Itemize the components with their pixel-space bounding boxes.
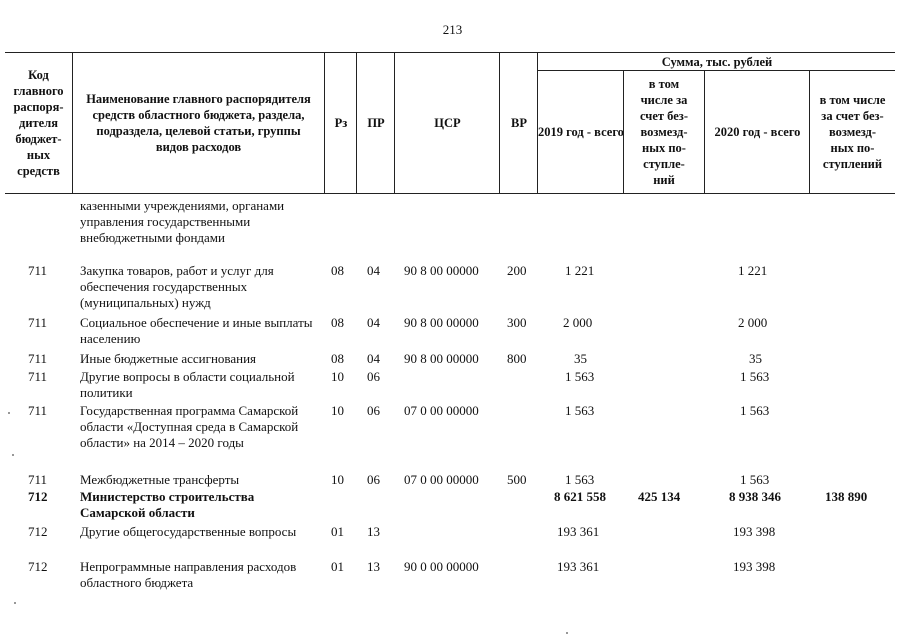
header-rz: Рз: [324, 53, 357, 193]
row-2019-total: 1 563: [565, 403, 595, 418]
row-csr: 90 8 00 00000: [404, 263, 479, 278]
header-code: Код главного распоря-дителя бюджет-ных средств: [13, 68, 64, 178]
row-name: Межбюджетные трансферты: [80, 472, 240, 487]
scan-speck: [14, 602, 16, 604]
row-csr: 90 8 00 00000: [404, 351, 479, 366]
row-code: 712: [28, 524, 48, 539]
header-pr: ПР: [356, 53, 395, 193]
row-vr: 300: [507, 315, 527, 330]
row-vr: 500: [507, 472, 527, 487]
header-csr: ЦСР: [394, 53, 500, 193]
row-csr: 07 0 00 00000: [404, 472, 479, 487]
row-2020-total: 1 563: [740, 403, 770, 418]
row-pr: 04: [367, 351, 380, 366]
page-number: 213: [442, 22, 463, 37]
row-2020-total: 193 398: [733, 524, 776, 539]
row-rz: 08: [331, 263, 344, 278]
row-2019-total: 193 361: [557, 559, 600, 574]
row-csr: 90 8 00 00000: [404, 315, 479, 330]
row-pr: 13: [367, 524, 380, 539]
row-2019-total: 1 563: [565, 369, 595, 384]
row-rz: 08: [331, 315, 344, 330]
scan-speck: [566, 632, 568, 634]
row-csr: 90 0 00 00000: [404, 559, 479, 574]
row-2020-total: 8 938 346: [729, 489, 781, 504]
row-2020-free: 138 890: [825, 489, 868, 504]
header-2019-total: 2019 год - всего: [537, 71, 624, 193]
row-code: 711: [28, 403, 48, 418]
row-code: 711: [28, 351, 48, 366]
row-name: Министерство строительства Самарской области: [80, 489, 255, 520]
scan-speck: [8, 412, 10, 414]
row-pr: 13: [367, 559, 380, 574]
header-sum-group: Сумма, тыс. рублей: [537, 53, 896, 70]
row-2019-total: 35: [574, 351, 587, 366]
row-name: Социальное обеспечение и иные выплаты населению: [80, 315, 313, 346]
row-2019-total: 1 563: [565, 472, 595, 487]
row-vr: 800: [507, 351, 527, 366]
row-2020-total: 1 563: [740, 369, 770, 384]
row-pr: 06: [367, 403, 380, 418]
row-vr: 200: [507, 263, 527, 278]
row-pr: 04: [367, 315, 380, 330]
row-code: 711: [28, 315, 48, 330]
header-2019-free: в том числе за счет без-возмезд-ных по-ступле-ний: [623, 71, 704, 193]
row-rz: 10: [331, 369, 344, 384]
row-pr: 04: [367, 263, 380, 278]
row-2020-total: 1 563: [740, 472, 770, 487]
row-2019-total: 2 000: [563, 315, 593, 330]
row-name: Другие общегосударственные вопросы: [80, 524, 297, 539]
header-bottom-border: [5, 193, 895, 194]
row-pr: 06: [367, 472, 380, 487]
row-code: 711: [28, 263, 48, 278]
row-2019-total: 8 621 558: [554, 489, 606, 504]
row-2019-free: 425 134: [638, 489, 681, 504]
row-2019-total: 1 221: [565, 263, 595, 278]
row-2020-total: 35: [749, 351, 762, 366]
row-2019-total: 193 361: [557, 524, 600, 539]
row-2020-total: 193 398: [733, 559, 776, 574]
row-2020-total: 2 000: [738, 315, 768, 330]
row-name: Непрограммные направления расходов областного бюджета: [80, 559, 297, 590]
row-code: 712: [28, 489, 48, 504]
row-2020-total: 1 221: [738, 263, 768, 278]
row-pr: 06: [367, 369, 380, 384]
row-name: Другие вопросы в области социальной политики: [80, 369, 295, 400]
header-2020-free: в том числе за счет без-возмезд-ных по-ступлений: [809, 71, 895, 193]
row-code: 712: [28, 559, 48, 574]
row-rz: 10: [331, 472, 344, 487]
row-code: 711: [28, 369, 48, 384]
row-rz: 10: [331, 403, 344, 418]
row-code: 711: [28, 472, 48, 487]
row-name: Иные бюджетные ассигнования: [80, 351, 257, 366]
row-rz: 08: [331, 351, 344, 366]
row-rz: 01: [331, 559, 344, 574]
header-2020-total: 2020 год - всего: [704, 71, 810, 193]
row-name: Закупка товаров, работ и услуг для обеспечения государственных (муниципальных) нужд: [80, 263, 274, 310]
scan-speck: [12, 454, 14, 456]
row-name: казенными учреждениями, органами управления государственными внебюджетными фондами: [80, 198, 285, 245]
header-name: Наименование главного распорядителя средств областного бюджета, раздела, подраздела, целевой статьи, группы видов расходов: [72, 53, 324, 193]
row-name: Государственная программа Самарской области «Доступная среда в Самарской области» на 2014 – 2020 годы: [80, 403, 299, 450]
row-rz: 01: [331, 524, 344, 539]
row-csr: 07 0 00 00000: [404, 403, 479, 418]
header-vr: ВР: [499, 53, 538, 193]
